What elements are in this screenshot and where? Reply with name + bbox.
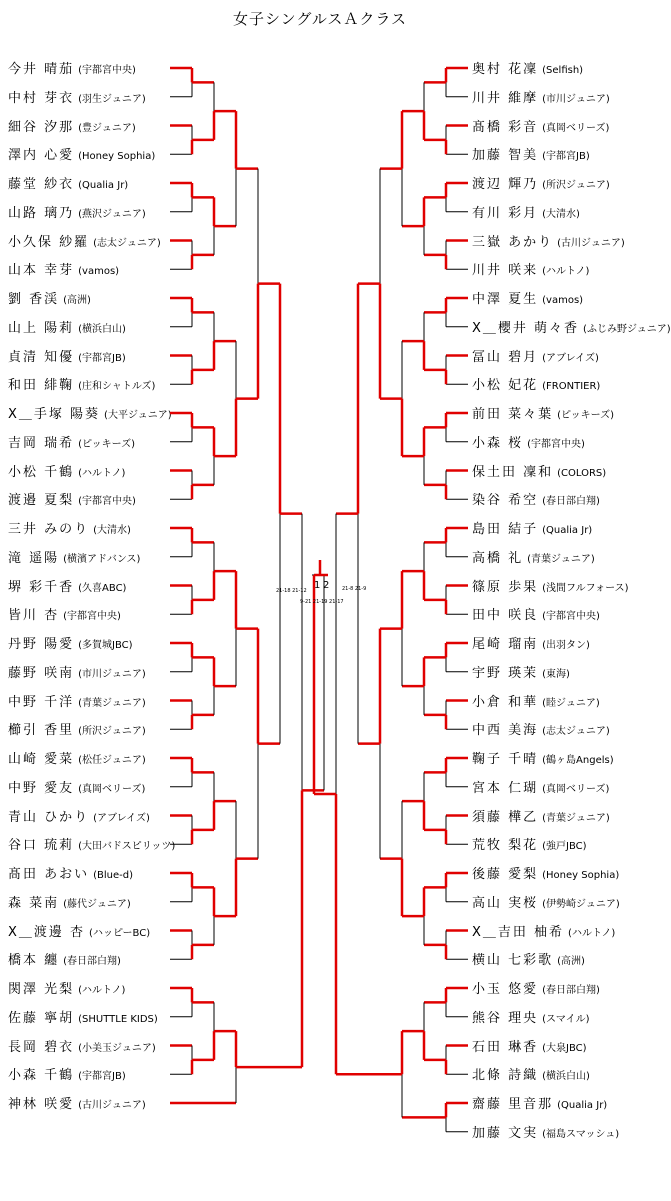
player-club: (Blue-d) xyxy=(93,870,134,881)
player-name: 高橋 礼 xyxy=(472,550,524,566)
player-club: (福島スマッシュ) xyxy=(542,1128,620,1140)
player-club: (春日部白翔) xyxy=(63,956,121,968)
player-name: 中澤 夏生 xyxy=(472,292,539,307)
player-name: 山崎 愛菜 xyxy=(8,752,75,767)
player-club: (宇都宮JB) xyxy=(78,352,126,364)
player-club: (真岡ベリーズ) xyxy=(78,783,146,795)
player-name: 横山 七彩歌 xyxy=(472,953,554,969)
player-club: (ピッキーズ) xyxy=(78,438,136,450)
player-name: 山本 幸芽 xyxy=(8,263,75,279)
player-club: (青葉ジュニア) xyxy=(78,697,146,709)
player-club: (春日部白翔) xyxy=(542,496,600,508)
player-name: 高山 実桜 xyxy=(472,895,539,911)
player-club: (松任ジュニア) xyxy=(78,755,146,766)
player-name: 渡辺 輝乃 xyxy=(472,177,539,192)
player-name: 川井 維摩 xyxy=(472,90,539,106)
player-name: 藤堂 紗衣 xyxy=(8,177,75,192)
player-name: X＿渡邊 杏 xyxy=(8,924,86,940)
player-name: 石田 琳香 xyxy=(472,1039,539,1055)
player-club: (SHUTTLE KIDS) xyxy=(78,1013,158,1025)
player-name: 関澤 光梨 xyxy=(8,982,75,997)
player-name: 川井 咲来 xyxy=(472,263,539,279)
player-club: (ピッキーズ) xyxy=(557,410,615,421)
player-name: 髙橋 彩音 xyxy=(472,119,539,135)
player-club: (伊勢崎ジュニア) xyxy=(542,898,620,910)
player-name: 冨山 碧月 xyxy=(472,349,539,365)
player-club: (高洲) xyxy=(63,295,91,306)
player-name: X＿吉田 柚希 xyxy=(472,924,565,940)
player-club: (強戸JBC) xyxy=(542,841,587,853)
player-club: (市川ジュニア) xyxy=(542,93,610,105)
player-name: 尾崎 瑠南 xyxy=(472,637,539,652)
player-club: (Qualia Jr) xyxy=(542,525,593,536)
player-name: 劉 香渓 xyxy=(8,292,60,307)
player-club: (庄和シャトルズ) xyxy=(78,381,156,393)
player-club: (宇都宮JB) xyxy=(78,1071,126,1083)
player-club: (古川ジュニア) xyxy=(557,237,625,249)
player-club: (多賀城JBC) xyxy=(78,640,133,651)
player-club: (志太ジュニア) xyxy=(93,237,161,249)
player-name: 今井 晴茄 xyxy=(8,62,75,77)
final-right-scores: 21-8 21-9 xyxy=(342,586,367,592)
player-club: (豊ジュニア) xyxy=(78,122,136,134)
player-club: (出羽タン) xyxy=(542,640,590,651)
player-name: 澤内 心愛 xyxy=(8,148,75,164)
player-club: (スマイル) xyxy=(542,1013,590,1025)
player-name: 前田 菜々葉 xyxy=(472,407,554,422)
player-name: 田中 咲良 xyxy=(472,608,539,624)
player-name: 後藤 愛梨 xyxy=(472,867,539,882)
player-club: (ハッピーBC) xyxy=(89,927,151,939)
player-name: 小玉 悠愛 xyxy=(472,982,539,997)
player-name: 滝 遥陽 xyxy=(8,550,60,566)
player-name: 三井 みのり xyxy=(8,522,90,537)
player-club: (宇都宮中央) xyxy=(63,611,121,623)
player-club: (大田バドスピリッツ) xyxy=(78,841,176,853)
player-name: 齋藤 里音那 xyxy=(472,1097,554,1112)
player-name: 染谷 希空 xyxy=(472,493,539,509)
player-name: 須藤 樺乙 xyxy=(472,809,539,825)
player-name: 小松 千鶴 xyxy=(8,464,75,480)
player-club: (高洲) xyxy=(557,956,585,968)
player-club: (青葉ジュニア) xyxy=(542,812,610,824)
player-name: 藤野 咲南 xyxy=(8,665,75,681)
player-name: 堺 彩千香 xyxy=(8,579,75,595)
player-name: 荒牧 梨花 xyxy=(472,838,539,854)
player-name: 和田 緋鞠 xyxy=(8,378,75,394)
player-club: (浅間フルフォース) xyxy=(542,582,629,594)
player-club: (FRONTIER) xyxy=(542,381,601,393)
player-club: (睦ジュニア) xyxy=(542,697,600,709)
player-name: 渡邉 夏梨 xyxy=(8,493,75,509)
player-club: (宇都宮JB) xyxy=(542,151,590,163)
player-name: 佐藤 寧胡 xyxy=(8,1010,75,1026)
player-club: (宇都宮中央) xyxy=(78,496,136,508)
player-club: (市川ジュニア) xyxy=(78,668,146,680)
final-left-result: 1 xyxy=(314,580,321,591)
player-name: 宮本 仁瑚 xyxy=(472,780,539,796)
player-name: 鞠子 千晴 xyxy=(472,752,539,767)
player-club: (Selfish) xyxy=(542,65,584,76)
player-club: (大泉JBC) xyxy=(542,1042,587,1054)
player-club: (ふじみ野ジュニア) xyxy=(583,323,671,335)
player-name: 篠原 歩果 xyxy=(472,579,539,595)
player-club: (羽生ジュニア) xyxy=(78,93,146,105)
semi-left-scores: 21-18 21-12 xyxy=(276,588,307,594)
player-club: (COLORS) xyxy=(557,467,607,479)
player-club: (vamos) xyxy=(78,266,120,278)
player-club: (志太ジュニア) xyxy=(542,726,610,738)
player-club: (大平ジュニア) xyxy=(104,410,172,421)
player-name: 貞清 知優 xyxy=(8,349,75,365)
player-club: (横浜白山) xyxy=(542,1071,590,1083)
player-name: 中野 愛友 xyxy=(8,780,75,796)
player-club: (古川ジュニア) xyxy=(78,1100,146,1111)
player-name: 小倉 和華 xyxy=(472,694,539,710)
final-left-scores: 9-21 21-19 21-17 xyxy=(300,599,344,605)
player-name: 小久保 紗羅 xyxy=(8,234,90,250)
player-name: 加藤 智美 xyxy=(472,148,539,164)
player-name: 谷口 琉莉 xyxy=(8,838,75,854)
player-club: (Honey Sophia) xyxy=(542,870,620,881)
player-club: (真岡ベリーズ) xyxy=(542,122,610,134)
player-name: 青山 ひかり xyxy=(8,809,90,825)
player-name: 有川 彩月 xyxy=(472,205,539,221)
player-club: (燕沢ジュニア) xyxy=(78,208,146,220)
player-name: 島田 結子 xyxy=(472,522,539,537)
player-name: 小森 千鶴 xyxy=(8,1068,75,1084)
final-right-result: 2 xyxy=(323,580,330,591)
player-name: 山上 陽莉 xyxy=(8,320,75,336)
player-name: 森 菜南 xyxy=(8,895,60,911)
player-club: (小美玉ジュニア) xyxy=(78,1042,156,1054)
player-name: 三嶽 あかり xyxy=(472,234,554,250)
player-name: 中野 千洋 xyxy=(8,694,75,710)
player-club: (久喜ABC) xyxy=(78,582,127,594)
player-name: 熊谷 理央 xyxy=(472,1010,539,1026)
player-club: (鶴ヶ島Angels) xyxy=(542,755,614,766)
player-name: 神林 咲愛 xyxy=(8,1097,75,1112)
player-club: (春日部白翔) xyxy=(542,985,600,996)
player-club: (ハルトノ) xyxy=(568,927,616,939)
player-name: 長岡 碧衣 xyxy=(8,1039,75,1055)
player-name: 保土田 凜和 xyxy=(472,464,554,480)
player-name: 丹野 陽愛 xyxy=(8,637,75,652)
player-club: (ハルトノ) xyxy=(78,985,126,996)
player-club: (横濱アドバンス) xyxy=(63,553,141,565)
player-club: (Qualia Jr) xyxy=(557,1100,608,1111)
player-club: (宇都宮中央) xyxy=(78,65,136,76)
player-name: X＿櫻井 萌々香 xyxy=(472,320,580,336)
player-name: 奥村 花凜 xyxy=(472,62,539,77)
player-club: (藤代ジュニア) xyxy=(63,898,131,910)
player-club: (Honey Sophia) xyxy=(78,151,156,163)
player-club: (東海) xyxy=(542,668,570,680)
player-name: X＿手塚 陽葵 xyxy=(8,407,101,422)
player-name: 中村 芽衣 xyxy=(8,90,75,106)
player-name: 櫛引 香里 xyxy=(8,723,75,739)
player-name: 小松 妃花 xyxy=(472,378,539,394)
player-club: (vamos) xyxy=(542,295,584,306)
player-club: (アブレイズ) xyxy=(93,812,150,824)
player-club: (所沢ジュニア) xyxy=(542,180,610,191)
player-club: (ハルトノ) xyxy=(78,467,126,479)
player-club: (所沢ジュニア) xyxy=(78,726,146,738)
player-name: 皆川 杏 xyxy=(8,608,60,624)
player-name: 細谷 汐那 xyxy=(8,119,75,135)
player-club: (横浜白山) xyxy=(78,323,126,335)
player-name: 北條 詩織 xyxy=(472,1068,539,1084)
player-club: (ハルトノ) xyxy=(542,266,590,278)
player-club: (Qualia Jr) xyxy=(78,180,129,191)
player-club: (真岡ベリーズ) xyxy=(542,783,610,795)
player-club: (宇都宮中央) xyxy=(542,611,600,623)
player-name: 橋本 纏 xyxy=(8,953,60,969)
player-name: 山路 璃乃 xyxy=(8,205,75,221)
player-name: 髙田 あおい xyxy=(8,867,90,882)
player-name: 宇野 瑛茉 xyxy=(472,665,539,681)
player-name: 加藤 文実 xyxy=(472,1125,539,1141)
player-club: (アブレイズ) xyxy=(542,352,599,364)
player-club: (大清水) xyxy=(93,525,131,536)
player-name: 吉岡 瑞希 xyxy=(8,435,75,451)
player-club: (青葉ジュニア) xyxy=(527,553,595,565)
player-name: 小森 桜 xyxy=(472,435,524,451)
player-name: 中西 美海 xyxy=(472,723,539,739)
page-title: 女子シングルスＡクラス xyxy=(233,10,407,28)
player-club: (宇都宮中央) xyxy=(527,438,585,450)
player-club: (大清水) xyxy=(542,208,580,220)
